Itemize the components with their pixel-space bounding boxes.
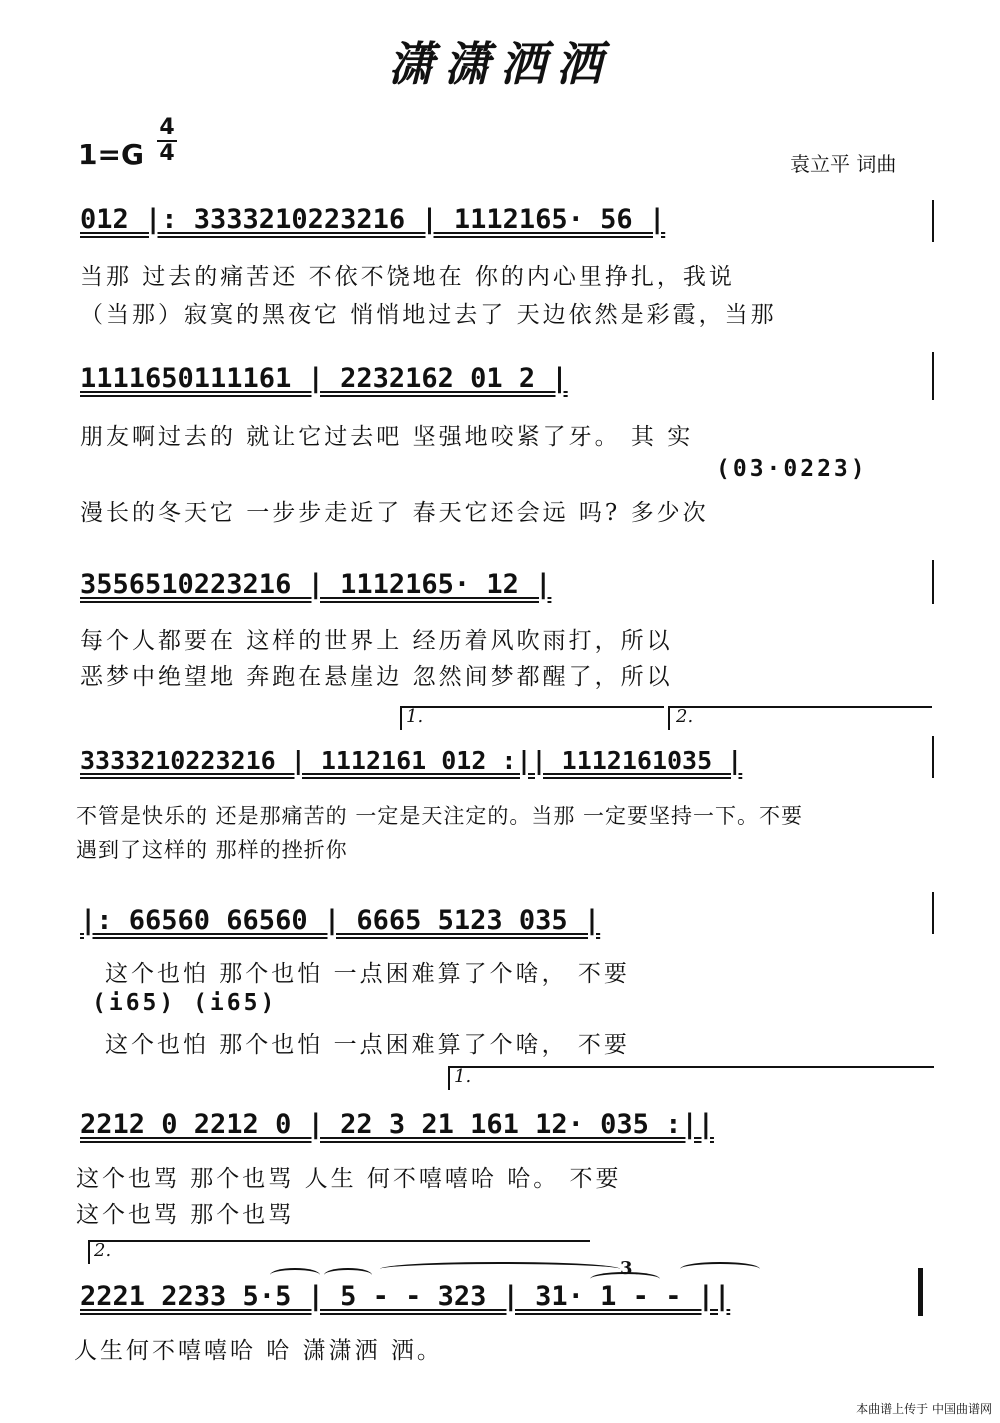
notation-line-1: 012 |: 3333210223216 | 1112165· 56 |	[80, 204, 666, 235]
lyric-line-3b: 恶梦中绝望地 奔跑在悬崖边 忽然间梦都醒了，所以	[80, 664, 673, 690]
volta-label-2b: 2.	[94, 1240, 112, 1261]
barline	[932, 352, 934, 400]
notation-line-7: 2221 2233 5·5 | 5 - - 323 | 31· 1 - - ||	[80, 1281, 731, 1312]
volta-bracket-2	[668, 706, 932, 730]
lyric-line-2a: 朋友啊过去的 就让它过去吧 坚强地咬紧了牙。 其 实	[80, 424, 694, 450]
tie-arc	[680, 1262, 760, 1276]
lyric-line-4b: 遇到了这样的 那样的挫折你	[76, 838, 348, 862]
notation-line-4: 3333210223216 | 1112161 012 :|| 1112161035 |	[80, 746, 743, 775]
notation-line-5: |: 66560 66560 | 6665 5123 035 |	[80, 905, 601, 936]
notation-line-2: 1111650111161 | 2232162 01 2 |	[80, 363, 568, 394]
notation-line-6: 2212 0 2212 0 | 22 3 21 161 12· 035 :||	[80, 1109, 714, 1140]
time-signature-bottom: 4	[159, 141, 175, 166]
barline	[932, 200, 934, 242]
lyric-line-3a: 每个人都要在 这样的世界上 经历着风吹雨打，所以	[80, 628, 673, 654]
lyric-line-7: 人生何不嘻嘻哈 哈 潇潇洒 洒。	[74, 1338, 443, 1364]
key-signature: 1=G	[78, 138, 144, 171]
composer-credit: 袁立平 词曲	[790, 152, 897, 176]
lyric-line-2b: 漫长的冬天它 一步步走近了 春天它还会远 吗? 多少次	[80, 500, 709, 526]
lyric-alt-notes: (03·0223)	[716, 456, 868, 482]
lyric-alt-notes-5: (i65) (i65)	[92, 990, 278, 1016]
lyric-line-6b: 这个也骂 那个也骂	[76, 1202, 295, 1228]
time-signature-top: 4	[159, 115, 175, 140]
volta-label-1b: 1.	[454, 1066, 472, 1087]
lyric-line-1a: 当那 过去的痛苦还 不依不饶地在 你的内心里挣扎，我说	[80, 264, 735, 290]
time-signature	[155, 116, 179, 166]
volta-bracket-1	[400, 706, 664, 730]
tie-arc	[380, 1262, 620, 1276]
volta-bracket-1b	[448, 1066, 934, 1090]
barline	[932, 736, 934, 778]
volta-label-1: 1.	[406, 706, 424, 727]
final-barline	[918, 1268, 923, 1316]
page-title: 潇潇洒洒	[388, 37, 612, 91]
triplet-label: 3	[620, 1258, 633, 1279]
footer-credit: 本曲谱上传于 中国曲谱网	[856, 1402, 992, 1416]
lyric-line-5a: 这个也怕 那个也怕 一点困难算了个啥， 不要	[105, 961, 630, 987]
volta-bracket-2b	[88, 1240, 590, 1264]
lyric-line-5b: 这个也怕 那个也怕 一点困难算了个啥， 不要	[105, 1032, 630, 1058]
volta-label-2: 2.	[676, 706, 694, 727]
lyric-line-1b: （当那）寂寞的黑夜它 悄悄地过去了 天边依然是彩霞，当那	[80, 302, 777, 328]
barline	[932, 892, 934, 934]
notation-line-3: 3556510223216 | 1112165· 12 |	[80, 569, 552, 600]
lyric-line-4a: 不管是快乐的 还是那痛苦的 一定是天注定的。当那 一定要坚持一下。不要	[76, 804, 804, 828]
barline	[932, 560, 934, 604]
lyric-line-6a: 这个也骂 那个也骂 人生 何不嘻嘻哈 哈。 不要	[76, 1166, 622, 1192]
